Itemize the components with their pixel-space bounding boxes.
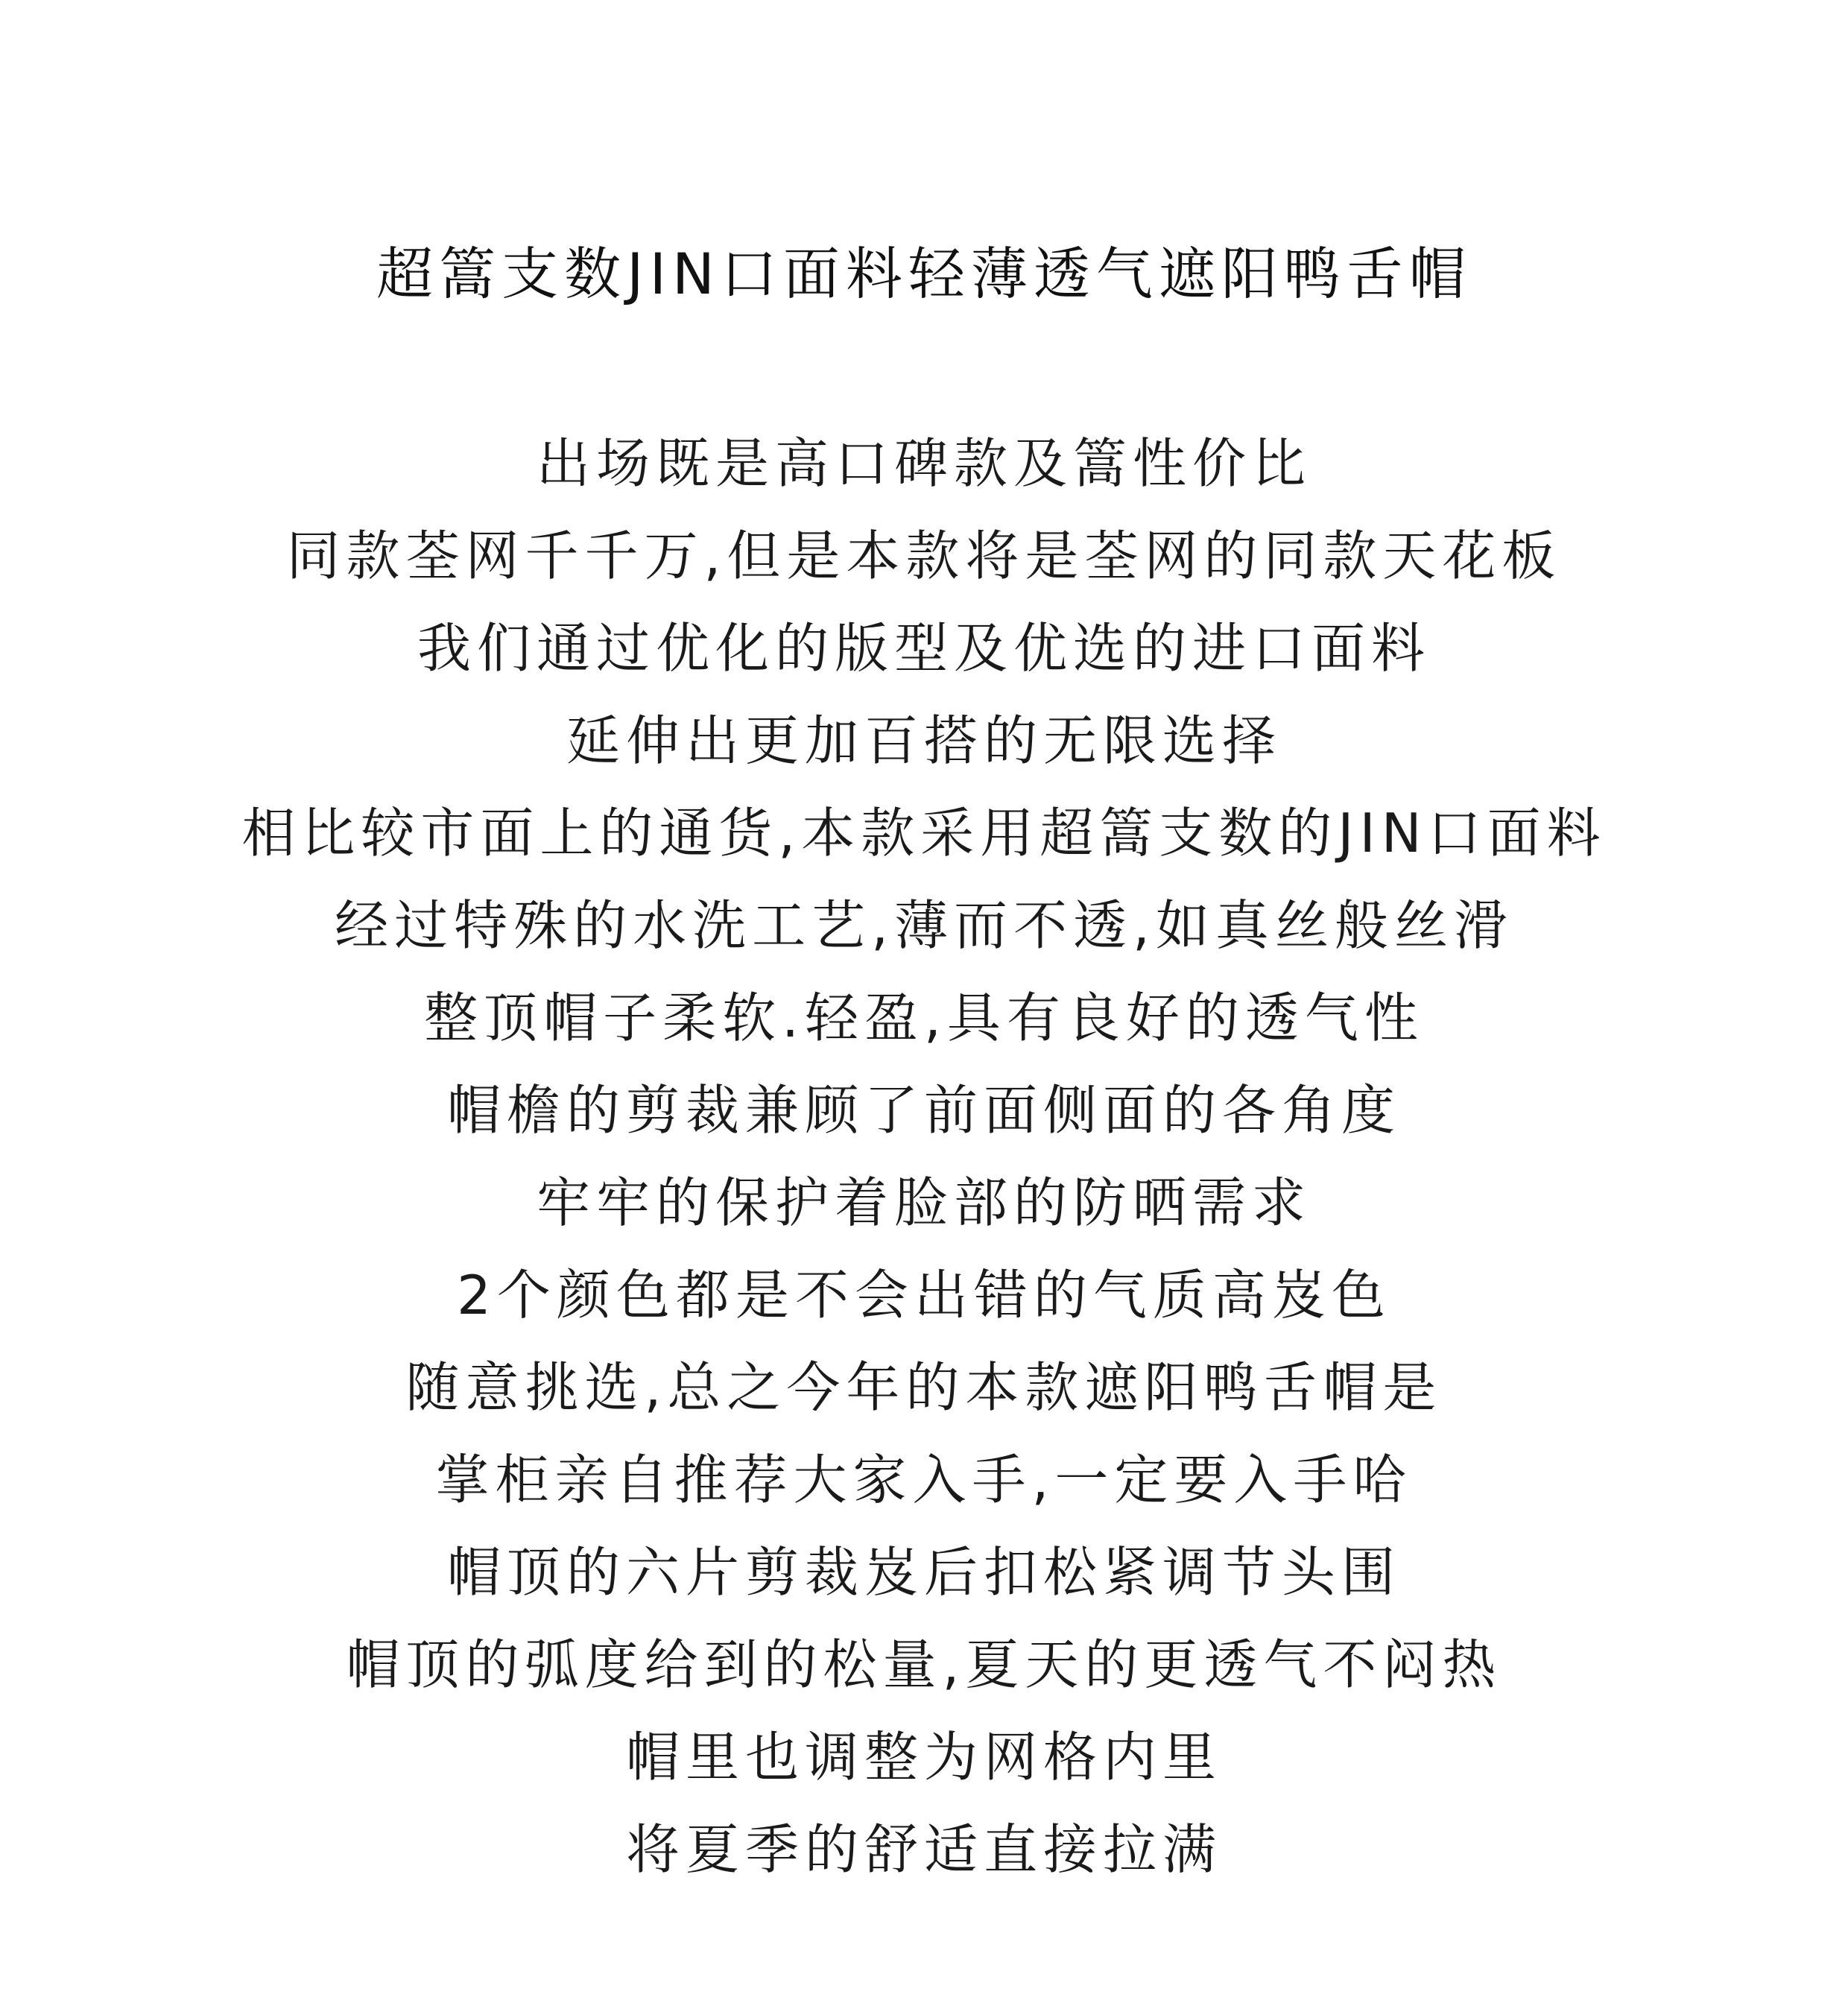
description-line: 掌柜亲自推荐大家入手,一定要入手哈 xyxy=(435,1449,1413,1511)
description-line: 牢牢的保护着脸部的防晒需求 xyxy=(536,1171,1311,1234)
description-line: 2个颜色都是不会出错的气质高岌色 xyxy=(457,1264,1391,1326)
description-line: 出场既是高口碑款及篙性价比 xyxy=(536,432,1311,495)
description-line: 帽檐的剪裁兼顾了前面侧面的各角度 xyxy=(446,1079,1401,1142)
description-line: 随意挑选,总之今年的本款遮阳鸭舌帽是 xyxy=(405,1356,1443,1419)
description-line: 同款荃网千千万,但是本款将是荃网的同款天花板 xyxy=(286,525,1562,587)
description-line: 帽顶的弧度给到的松量,夏天的更透气不闷热 xyxy=(346,1633,1502,1696)
description-line: 经过特殊的水洗工艺,薄而不透,如真丝般丝滑 xyxy=(335,894,1513,957)
description-line: 将夏季的舒适直接拉满 xyxy=(625,1818,1222,1881)
description-line: 延伸出更加百搭的无限选择 xyxy=(566,709,1282,772)
description-line: 帽里也调整为网格内里 xyxy=(625,1726,1222,1788)
description-line: 我们通过优化的版型及优选的进口面料 xyxy=(417,617,1431,680)
description-lines xyxy=(0,417,1848,1896)
description-line: 帽顶的六片剪裁岌后扣松紧调节头围 xyxy=(446,1541,1401,1604)
page-title: 超篙支数JIN口面料轻薄透气遮阳鸭舌帽 xyxy=(376,241,1472,307)
description-line: 相比较市面上的通货,本款采用超篙支数的JIN口面料 xyxy=(241,802,1607,864)
description-line: 整顶帽子柔软.轻盈,具有良好的透气性 xyxy=(424,987,1424,1049)
